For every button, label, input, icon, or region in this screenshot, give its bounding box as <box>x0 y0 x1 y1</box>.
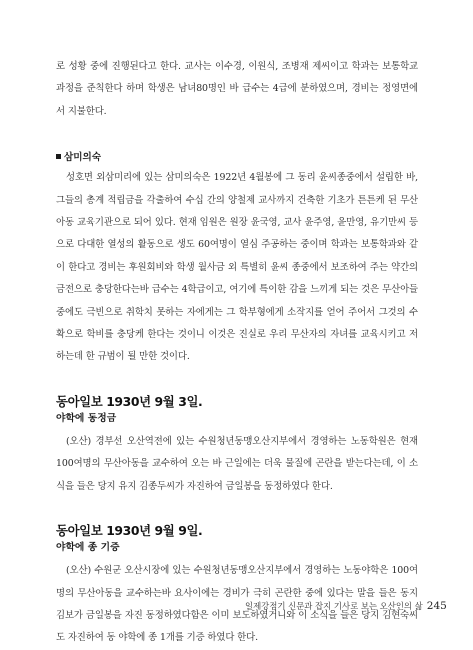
page-number: 245 <box>426 600 447 612</box>
article-paragraph: (오산) 수원군 오산시장에 있는 수원청년동맹오산지부에서 경영하는 노동야학은 100여 명의 무산아동을 교수하는바 요사이에는 경비가 극히 곤란한 중에 있다는 말을 들은 동지 김보가 금일봉을 자진 동정하였다함은 이미 보도하였거니와 이 소식을 들은 당지 김현숙씨도 자진하여 동 야학에 종 1개를 기증 하였다 한다. <box>56 565 418 644</box>
section-heading <box>56 149 418 163</box>
page-body <box>56 56 418 650</box>
square-bullet-icon <box>56 154 61 159</box>
article-subtitle: 야학에 동정금 <box>56 412 117 424</box>
page-footer <box>245 600 447 612</box>
intro-paragraph: 로 성황 중에 진행된다고 한다. 교사는 이수경, 이원식, 조병재 제씨이고 학과는 보통학교 과정을 준칙한다 하며 학생은 남녀80명인 바 급수는 4급에 분하였으며, 경비는 정영면에서 지불한다. <box>56 61 418 117</box>
article-title: 동아일보 1930년 9월 9일. <box>56 523 203 539</box>
article-paragraph: (오산) 경부선 오산역전에 있는 수원청년동맹오산지부에서 경영하는 노동학원은 현재 100여명의 무산아동을 교수하여 오는 바 근일에는 더욱 물질에 곤란을 받는다는데, 이 소식을 들은 당지 유지 김종두씨가 자진하여 금일봉을 동정하였다 한다. <box>56 435 418 492</box>
running-footer-title: 일제강점기 신문과 잡지 기사로 보는 오산인의 삶 <box>245 601 423 611</box>
section-heading-label: 삼미의숙 <box>64 152 102 164</box>
article-title: 동아일보 1930년 9월 3일. <box>56 393 203 409</box>
samui-paragraph: 성호면 외삼미리에 있는 삼미의숙은 1922년 4월봉에 그 동리 윤씨종중에서 설립한 바, 그들의 총계 적립금을 각출하여 수십 간의 양철제 교사까지 건축한 기초가 튼튼케 된 무산아동 교육기관으로 되어 있다. 현재 임원은 원장 윤국영, 교사 윤주영, 윤만영, 유기만씨 등으로 다대한 열성의 활동으로 생도 60여명이 열심 주공하는 중이며 학과는 보통학과와 같이 한다고 경비는 후원회비와 학생 월사금 외 특별히 윤씨 종중에서 보조하여 주는 약간의 금전으로 충당한다는바 급수는 4학급이고, 여기에 특이한 감을 느끼게 되는 것은 무산아들 중에도 극빈으로 취학치 못하는 자에게는 그 학부형에게 소작지를 얻어 주어서 그것의 수확으로 학비를 충당케 한다는 것이니 이것은 진실로 우리 무산자의 자녀를 교육시키고 저 하는데 한 규범이 될 만한 것이다. <box>56 172 418 363</box>
article-subtitle: 야학에 종 기증 <box>56 542 120 554</box>
